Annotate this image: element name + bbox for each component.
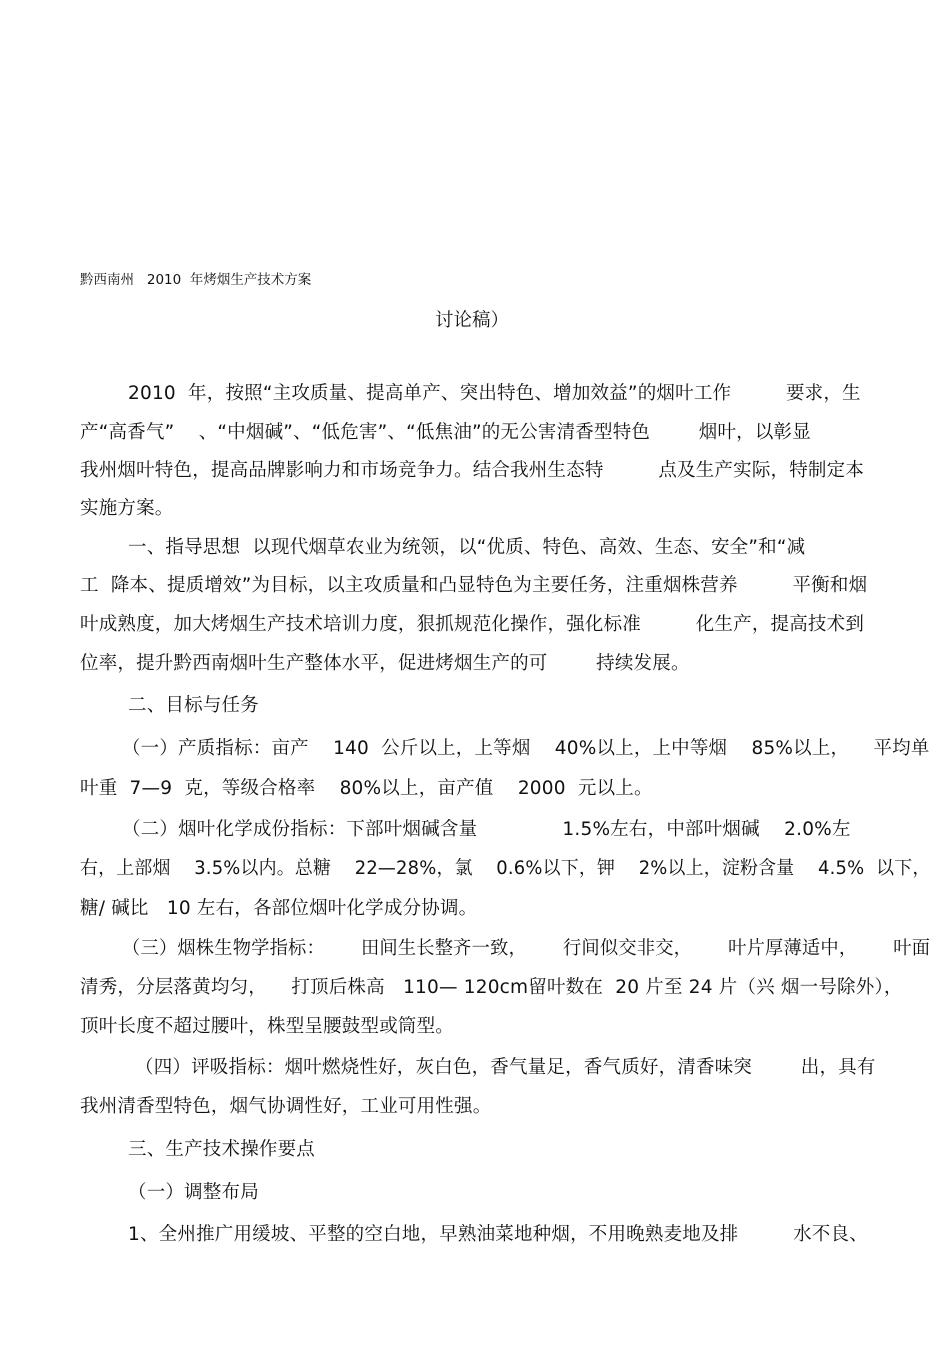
body-line: 叶成熟度，加大烤烟生产技术培训力度，狠抓规范化操作，强化标准 化生产，提高技术到 [80,614,865,635]
body-line: 一、指导思想 以现代烟草农业为统领，以“优质、特色、高效、生态、安全”和“减 [128,537,806,558]
body-line: 顶叶长度不超过腰叶，株型呈腰鼓型或筒型。 [80,1016,455,1037]
body-line: 糖/ 碱比 10 左右，各部位烟叶化学成分协调。 [80,898,478,919]
body-line: 右，上部烟 3.5%以内。总糖 22—28%，氯 0.6%以下，钾 2%以上，淀粉含量 4.5% 以下， [80,858,931,879]
subsection-heading: （一）调整布局 [128,1182,259,1203]
body-line: 我州清香型特色，烟气协调性好，工业可用性强。 [80,1096,492,1117]
document-header: 黔西南州 2010 年烤烟生产技术方案 [80,272,312,288]
body-line: 工 降本、提质增效”为目标，以主攻质量和凸显特色为主要任务，注重烟株营养 平衡和烟 [80,575,868,596]
body-line: （四）评吸指标：烟叶燃烧性好，灰白色，香气量足，香气质好，清香味突 出，具有 [135,1057,876,1078]
section-heading: 三、生产技术操作要点 [128,1139,316,1160]
body-line: 清秀，分层落黄均匀， 打顶后株高 110— 120cm留叶数在 20 片至 24 片（兴 烟一号除外）， [80,977,903,998]
body-line: 产“高香气” 、“中烟碱”、“低危害”、“低焦油”的无公害清香型特色 烟叶，以彰显 [80,422,811,443]
body-line: （三）烟株生物学指标： 田间生长整齐一致， 行间似交非交， 叶片厚薄适中， 叶面 [122,938,931,959]
body-line: 叶重 7—9 克，等级合格率 80%以上，亩产值 2000 元以上。 [80,778,653,799]
body-line: （二）烟叶化学成份指标：下部叶烟碱含量 1.5%左右，中部叶烟碱 2.0%左 [122,819,851,840]
body-line: 2010 年，按照“主攻质量、提高单产、突出特色、增加效益”的烟叶工作 要求，生 [128,383,861,404]
body-line: 位率，提升黔西南烟叶生产整体水平，促进烤烟生产的可 持续发展。 [80,653,690,674]
body-line: （一）产质指标：亩产 140 公斤以上，上等烟 40%以上，上中等烟 85%以上， 平均单 [122,738,930,759]
document-subtitle: 讨论稿） [435,310,510,331]
section-heading: 二、目标与任务 [128,695,259,716]
body-line: 1、全州推广用缓坡、平整的空白地，早熟油菜地种烟，不用晚熟麦地及排 水不良、 [128,1224,868,1245]
body-line: 我州烟叶特色，提高品牌影响力和市场竞争力。结合我州生态特 点及生产实际，特制定本 [80,460,865,481]
body-line: 实施方案。 [80,498,174,519]
